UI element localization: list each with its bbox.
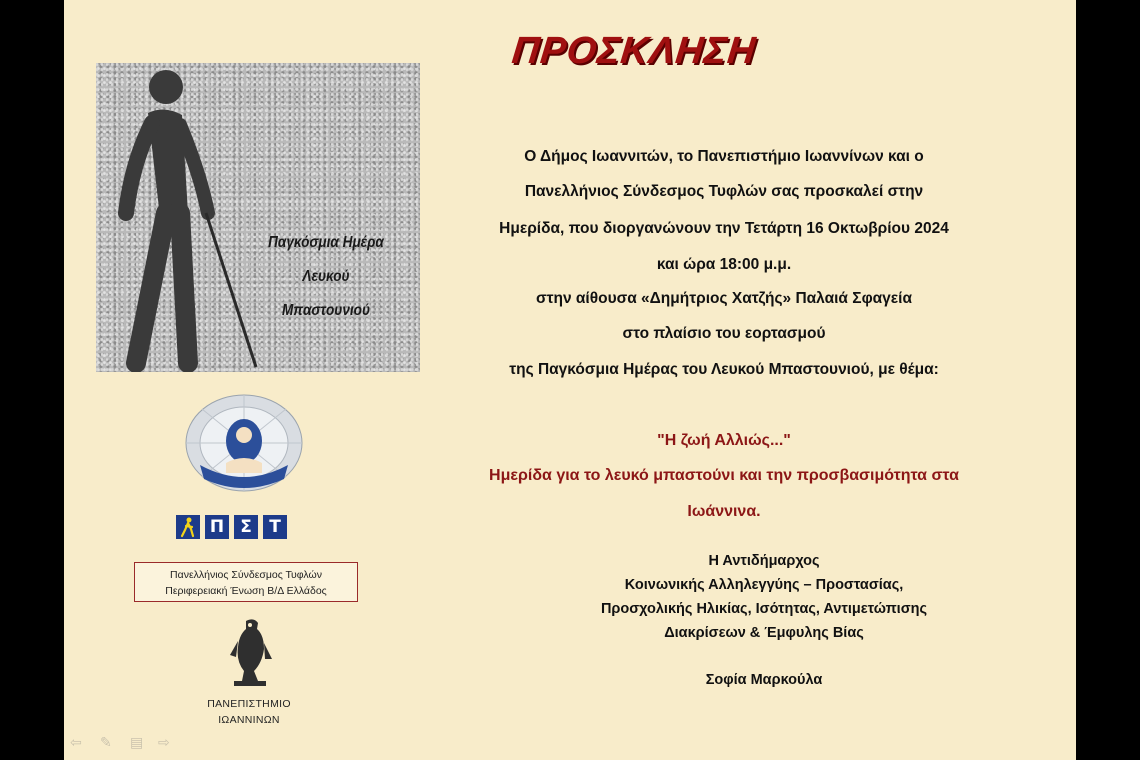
white-cane-day-poster bbox=[96, 63, 420, 372]
pst-walker-icon bbox=[176, 515, 200, 539]
owl-emblem-icon bbox=[224, 615, 276, 687]
slideshow-nav-icons[interactable] bbox=[70, 735, 180, 753]
blind-union-label bbox=[134, 562, 358, 602]
signature-line-3: Προσχολικής Ηλικίας, Ισότητας, Αντιμετώπισης bbox=[600, 601, 928, 617]
signature-line-1: Η Αντιδήμαρχος bbox=[708, 553, 820, 569]
union-line-1: Πανελλήνιος Σύνδεσμος Τυφλών bbox=[170, 569, 322, 581]
invitation-line-7: της Παγκόσμια Ημέρας του Λευκού Μπαστουνιού, με θέμα: bbox=[509, 361, 939, 378]
pst-letter-p: Π bbox=[205, 515, 229, 539]
university-line-2: ΙΩΑΝΝΙΝΩΝ bbox=[218, 714, 280, 726]
union-line-2: Περιφερειακή Ένωση Β/Δ Ελλάδος bbox=[165, 585, 327, 597]
university-line-1: ΠΑΝΕΠΙΣΤΗΜΙΟ bbox=[207, 698, 291, 710]
poster-line-2: Λευκού Μπαστουνιού bbox=[281, 268, 371, 319]
pen-icon[interactable]: ✎ bbox=[100, 735, 112, 751]
page-title: ΠΡΟΣΚΛΗΣΗ bbox=[509, 30, 759, 72]
pst-logo bbox=[176, 515, 316, 539]
theme-title: "Η ζωή Αλλιώς..." bbox=[657, 432, 791, 449]
invitation-line-4: και ώρα 18:00 μ.μ. bbox=[656, 256, 792, 273]
previous-arrow-icon[interactable]: ⇦ bbox=[70, 735, 82, 751]
invitation-slide bbox=[64, 0, 1076, 760]
theme-line-1: Ημερίδα για το λευκό μπαστούνι και την προσβασιμότητα στα bbox=[489, 467, 959, 484]
theme-line-2: Ιωάννινα. bbox=[687, 503, 761, 520]
pst-letter-s: Σ bbox=[234, 515, 258, 539]
signature-line-2: Κοινωνικής Αλληλεγγύης – Προστασίας, bbox=[624, 577, 904, 593]
signature-line-4: Διακρίσεων & Έμφυλης Βίας bbox=[664, 625, 864, 641]
poster-caption bbox=[258, 226, 394, 328]
university-name bbox=[174, 696, 324, 728]
invitation-line-1: Ο Δήμος Ιωαννιτών, το Πανεπιστήμιο Ιωαννίνων και ο bbox=[524, 148, 924, 165]
ministry-seal-icon bbox=[184, 393, 304, 493]
invitation-line-2: Πανελλήνιος Σύνδεσμος Τυφλών σας προσκαλεί στην bbox=[524, 183, 924, 200]
pst-letter-t: Τ bbox=[263, 515, 287, 539]
menu-icon[interactable]: ▤ bbox=[130, 735, 144, 751]
signatory-name: Σοφία Μαρκούλα bbox=[705, 672, 823, 688]
invitation-line-6: στο πλαίσιο του εορτασμού bbox=[622, 325, 826, 342]
next-arrow-icon[interactable]: ⇨ bbox=[158, 735, 170, 751]
invitation-line-3: Ημερίδα, που διοργανώνουν την Τετάρτη 16 Οκτωβρίου 2024 bbox=[499, 220, 949, 237]
invitation-line-5: στην αίθουσα «Δημήτριος Χατζής» Παλαιά Σφαγεία bbox=[535, 290, 912, 307]
poster-line-1: Παγκόσμια Ημέρα bbox=[268, 234, 384, 251]
